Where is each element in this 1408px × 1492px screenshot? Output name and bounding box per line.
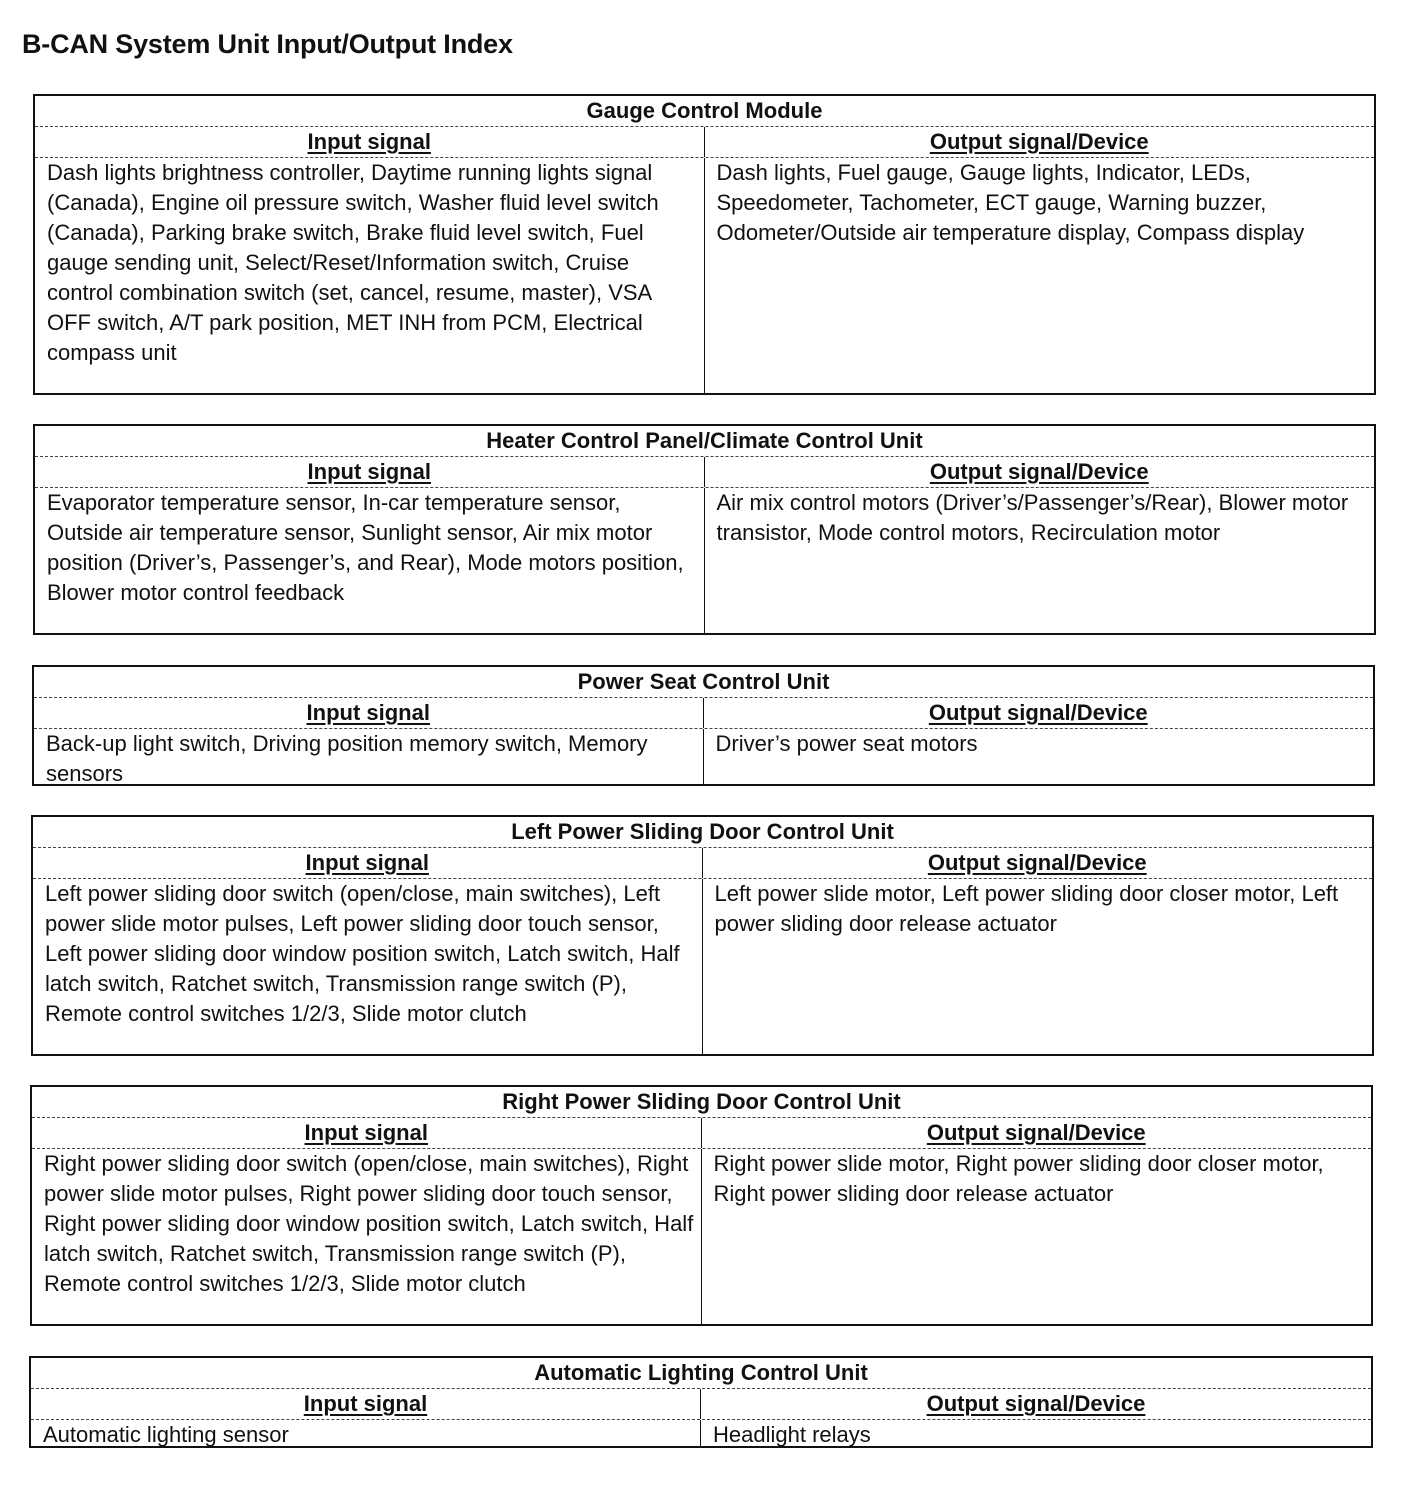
power-seat-control-unit-table: [32, 665, 1375, 786]
left-sliding-door-control-unit-table: [31, 815, 1374, 1056]
input-signal-cell: Left power sliding door switch (open/close, main switches), Left power slide motor pulses, Left power sliding door touch sensor, Left power sliding door window position switch, Latch switch, Half latch switch, Ratchet switch, Transmission range switch (P), Remote control switches 1/2/3, Slide motor clutch: [33, 879, 703, 1056]
output-signal-header: Output signal/Device: [929, 129, 1149, 154]
output-signal-cell: Right power slide motor, Right power sliding door closer motor, Right power sliding door release actuator: [713, 1151, 1324, 1206]
output-signal-cell: Headlight relays: [713, 1422, 871, 1447]
input-signal-cell: Automatic lighting sensor: [31, 1420, 701, 1448]
output-signal-cell: Left power slide motor, Left power sliding door closer motor, Left power sliding door release actuator: [714, 881, 1339, 936]
input-signal-header: Input signal: [35, 127, 705, 157]
output-signal-cell: Dash lights, Fuel gauge, Gauge lights, Indicator, LEDs, Speedometer, Tachometer, ECT gauge, Warning buzzer, Odometer/Outside air temperature display, Compass display: [716, 160, 1305, 245]
gauge-control-module-table: [33, 94, 1376, 395]
input-signal-cell: Right power sliding door switch (open/close, main switches), Right power slide motor pulses, Right power sliding door touch sensor, Right power sliding door window position switch, Latch switch, Half latch switch, Ratchet switch, Transmission range switch (P), Remote control switches 1/2/3, Slide motor clutch: [32, 1149, 702, 1326]
input-signal-cell: Back-up light switch, Driving position memory switch, Memory sensors: [34, 729, 704, 786]
input-signal-header: Input signal: [32, 1118, 702, 1148]
output-signal-cell: Driver’s power seat motors: [715, 731, 978, 756]
output-signal-header: Output signal/Device: [926, 1391, 1146, 1416]
table-title: Heater Control Panel/Climate Control Unit: [35, 426, 1374, 457]
output-signal-cell: Air mix control motors (Driver’s/Passenger’s/Rear), Blower motor transistor, Mode control motors, Recirculation motor: [716, 490, 1349, 545]
output-signal-header: Output signal/Device: [927, 850, 1147, 875]
input-signal-cell: Evaporator temperature sensor, In-car temperature sensor, Outside air temperature sensor, Sunlight sensor, Air mix motor position (Driver’s, Passenger’s, and Rear), Mode motors position, Blower motor control feedback: [35, 488, 705, 635]
table-title: Gauge Control Module: [35, 96, 1374, 127]
output-signal-header: Output signal/Device: [929, 459, 1149, 484]
right-sliding-door-control-unit-table: [30, 1085, 1373, 1326]
output-signal-header: Output signal/Device: [928, 700, 1148, 725]
input-signal-header: Input signal: [35, 457, 705, 487]
table-title: Automatic Lighting Control Unit: [31, 1358, 1371, 1389]
climate-control-unit-table: [33, 424, 1376, 635]
input-signal-cell: Dash lights brightness controller, Daytime running lights signal (Canada), Engine oil pressure switch, Washer fluid level switch (Canada), Parking brake switch, Brake fluid level switch, Fuel gauge sending unit, Select/Reset/Information switch, Cruise control combination switch (set, cancel, resume, master), VSA OFF switch, A/T park position, MET INH from PCM, Electrical compass unit: [35, 158, 705, 395]
table-title: Right Power Sliding Door Control Unit: [32, 1087, 1371, 1118]
table-title: Power Seat Control Unit: [34, 667, 1373, 698]
output-signal-header: Output signal/Device: [926, 1120, 1146, 1145]
page-title: B-CAN System Unit Input/Output Index: [22, 29, 513, 59]
table-title: Left Power Sliding Door Control Unit: [33, 817, 1372, 848]
input-signal-header: Input signal: [31, 1389, 701, 1419]
input-signal-header: Input signal: [33, 848, 703, 878]
input-signal-header: Input signal: [34, 698, 704, 728]
automatic-lighting-control-unit-table: [29, 1356, 1373, 1448]
